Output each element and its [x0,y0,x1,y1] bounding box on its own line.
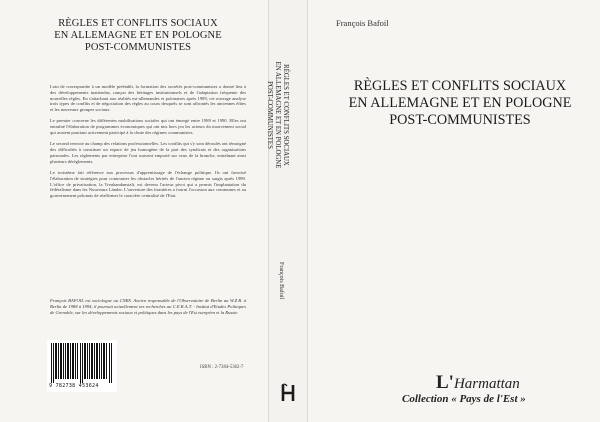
spine-title-line-2: EN ALLEMAGNE ET EN POLOGNE [274,61,281,169]
front-title [334,78,586,129]
isbn: ISBN : 2-7384-5362-7 [200,365,244,370]
back-cover-title [40,18,236,54]
front-title-line-2: EN ALLEMAGNE ET EN POLOGNE [348,95,572,111]
spine [268,0,308,422]
harmattan-logo-icon [281,383,295,403]
front-title-line-1: RÈGLES ET CONFLITS SOCIAUX [353,78,567,94]
spine-title-line-1: RÈGLES ET CONFLITS SOCIAUX [282,64,289,166]
front-title-line-3: POST-COMMUNISTES [389,112,531,128]
collection-name: Collection « Pays de l'Est » [402,393,526,405]
front-cover [308,0,600,422]
barcode-digits: 9 782738 453624 [49,383,99,389]
summary-paragraph-2: Le premier concerne les différentes mobilisations sociales qui ont émergé entre 1989 et 1990. Elles ont entraîné l'élaboration de programmes économiques qui ont mis hors jeu les acteurs du mouvement social qui avaient pourtant activement participé à la chute des régimes communistes. [50,118,246,136]
back-title-line-2: EN ALLEMAGNE ET EN POLOGNE [54,30,222,41]
publisher-initial: L' [436,372,454,393]
spine-author: François Bafoil [278,262,284,300]
back-cover [0,0,268,422]
summary-paragraph-4: Le troisième fait référence aux processus d'apprentissage de l'échange politique. Ils ont favorisé l'élaboration de stratégies pour contourner les obstacles hérités de l'ancien régime ou surgis après 1989. L'office de privatisation, la Treuhandanstalt, est devenu l'acteur pivot qui a permis l'implantation du fédéralisme dans les Nouveaux Länder. L'ouverture des frontières a fourni l'occasion aux communes et au gouvernement polonais de réaffirmer le caractère centralisé de l'Etat. [50,170,246,199]
spine-title [266,0,309,220]
publisher-rest: Harmattan [453,376,520,392]
barcode-icon [51,343,113,383]
summary-paragraph-1: Loin de correspondre à un modèle préétabli, la formation des sociétés post-communistes a donné lieu à des développements inattendus, rançon des héritages institutionnels et de l'adaptation fréquente des nouvelles règles. En s'attachant aux réalités est-allemandes et polonaises après 1989, cet ouvrage analyse trois types de conflits et de négociation des règles au cours desquels se sont affrontés les anciennes élites et les nouveaux groupes sociaux. [50,84,246,113]
front-author: François Bafoil [336,18,389,28]
publisher-name [436,372,520,394]
barcode [47,340,117,392]
back-title-line-1: RÈGLES ET CONFLITS SOCIAUX [58,18,218,29]
back-title-line-3: POST-COMMUNISTES [84,42,192,53]
summary-paragraph-3: Le second renvoie au champ des relations professionnelles. Les conflits qui s'y sont déroulés ont témoigné des difficultés à constituer un espace de jeu homogène de la part des syndicats et des organisations patronales. Les règlements par entreprise l'ont souvent emporté sur ceux de la branche, entraînant ainsi plusieurs dérèglements. [50,141,246,164]
back-cover-summary [50,84,246,205]
spine-title-line-3: POST-COMMUNISTES [266,81,273,149]
author-bio: François BAFOIL est sociologue au CNRS. Ancien responsable de l'Observatoire de Berlin au W.Z.B. à Berlin de 1988 à 1994, il poursuit actuellement ses recherches au C.E.R.A.T. - Institut d'Etudes Politiques de Grenoble, sur les développements sociaux et politiques dans les pays de l'Est européen et la Russie. [50,298,246,315]
